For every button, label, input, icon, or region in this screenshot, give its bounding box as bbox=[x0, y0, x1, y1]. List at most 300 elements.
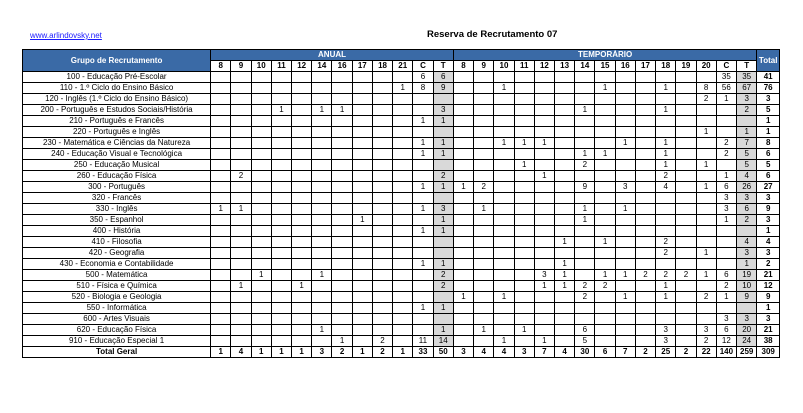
temp-cell bbox=[514, 226, 534, 237]
temp-cell: 1 bbox=[656, 105, 676, 116]
anual-col-header: 8 bbox=[211, 61, 231, 72]
anual-cell bbox=[393, 138, 413, 149]
anual-cell bbox=[271, 248, 291, 259]
anual-cell: 14 bbox=[433, 336, 453, 347]
total-header: Total bbox=[757, 50, 780, 72]
temp-cell: 3 bbox=[656, 325, 676, 336]
temp-cell: 7 bbox=[615, 347, 635, 358]
temp-cell bbox=[615, 94, 635, 105]
temp-cell bbox=[474, 237, 494, 248]
temp-cell bbox=[696, 72, 716, 83]
temp-cell bbox=[494, 226, 514, 237]
anual-cell: 2 bbox=[433, 171, 453, 182]
temp-cell bbox=[716, 127, 736, 138]
temp-cell bbox=[494, 259, 514, 270]
anual-cell bbox=[372, 83, 392, 94]
anual-col-header: 12 bbox=[292, 61, 312, 72]
temp-cell bbox=[615, 171, 635, 182]
anual-cell: 1 bbox=[393, 347, 413, 358]
anual-cell bbox=[372, 292, 392, 303]
temp-cell: 1 bbox=[716, 292, 736, 303]
anual-cell bbox=[332, 193, 352, 204]
temp-cell bbox=[494, 303, 514, 314]
group-name: Total Geral bbox=[23, 347, 211, 358]
temp-cell bbox=[474, 94, 494, 105]
anual-cell: 1 bbox=[312, 105, 332, 116]
anual-cell: 1 bbox=[292, 281, 312, 292]
table-row bbox=[23, 336, 780, 347]
temp-col-header: 15 bbox=[595, 61, 615, 72]
temp-cell bbox=[595, 94, 615, 105]
anual-cell bbox=[231, 160, 251, 171]
temp-cell bbox=[676, 193, 696, 204]
temp-cell bbox=[453, 83, 473, 94]
temp-cell bbox=[615, 83, 635, 94]
anual-cell bbox=[292, 72, 312, 83]
group-name: 100 - Educação Pré-Escolar bbox=[23, 72, 211, 83]
temp-cell bbox=[615, 105, 635, 116]
anual-cell bbox=[292, 138, 312, 149]
temp-cell bbox=[555, 171, 575, 182]
temp-cell: 56 bbox=[716, 83, 736, 94]
temp-cell bbox=[635, 325, 655, 336]
temp-cell bbox=[494, 281, 514, 292]
anual-cell bbox=[312, 149, 332, 160]
anual-cell bbox=[312, 171, 332, 182]
anual-cell bbox=[271, 160, 291, 171]
temp-cell bbox=[736, 116, 756, 127]
temp-cell bbox=[514, 72, 534, 83]
table-row bbox=[23, 127, 780, 138]
anual-cell bbox=[352, 303, 372, 314]
anual-cell: 1 bbox=[433, 226, 453, 237]
temp-cell bbox=[453, 303, 473, 314]
temp-cell bbox=[676, 259, 696, 270]
temp-cell: 1 bbox=[514, 160, 534, 171]
temporario-header: TEMPORÁRIO bbox=[453, 50, 756, 61]
group-name: 910 - Educação Especial 1 bbox=[23, 336, 211, 347]
anual-cell bbox=[292, 215, 312, 226]
temp-cell: 1 bbox=[736, 259, 756, 270]
anual-cell bbox=[352, 281, 372, 292]
table-row bbox=[23, 138, 780, 149]
temp-cell bbox=[555, 138, 575, 149]
row-total: 1 bbox=[757, 226, 780, 237]
anual-cell: 1 bbox=[413, 182, 433, 193]
temp-cell bbox=[474, 160, 494, 171]
table-row bbox=[23, 160, 780, 171]
anual-col-header: 18 bbox=[372, 61, 392, 72]
anual-cell bbox=[332, 270, 352, 281]
temp-cell bbox=[474, 259, 494, 270]
temp-cell bbox=[676, 204, 696, 215]
temp-cell bbox=[514, 204, 534, 215]
temp-cell: 2 bbox=[635, 347, 655, 358]
table-row bbox=[23, 193, 780, 204]
temp-cell bbox=[656, 314, 676, 325]
temp-cell bbox=[635, 149, 655, 160]
temp-cell bbox=[494, 127, 514, 138]
temp-cell bbox=[474, 303, 494, 314]
temp-cell bbox=[453, 270, 473, 281]
table-row bbox=[23, 215, 780, 226]
anual-cell bbox=[211, 72, 231, 83]
anual-cell bbox=[312, 160, 332, 171]
anual-cell bbox=[393, 204, 413, 215]
anual-cell bbox=[332, 171, 352, 182]
anual-cell bbox=[332, 72, 352, 83]
temp-cell bbox=[615, 336, 635, 347]
table-row bbox=[23, 259, 780, 270]
temp-cell: 7 bbox=[736, 138, 756, 149]
temp-cell bbox=[635, 204, 655, 215]
anual-cell bbox=[292, 105, 312, 116]
anual-header: ANUAL bbox=[211, 50, 454, 61]
temp-cell bbox=[453, 193, 473, 204]
anual-cell bbox=[312, 292, 332, 303]
group-name: 230 - Matemática e Ciências da Natureza bbox=[23, 138, 211, 149]
temp-col-header: 17 bbox=[635, 61, 655, 72]
anual-cell bbox=[251, 237, 271, 248]
temp-cell bbox=[595, 336, 615, 347]
temp-cell bbox=[474, 336, 494, 347]
group-name: 320 - Francês bbox=[23, 193, 211, 204]
temp-cell bbox=[696, 226, 716, 237]
temp-cell: 1 bbox=[716, 171, 736, 182]
table-row bbox=[23, 325, 780, 336]
anual-cell: 2 bbox=[372, 347, 392, 358]
temp-cell: 1 bbox=[615, 138, 635, 149]
temp-cell: 67 bbox=[736, 83, 756, 94]
temp-cell bbox=[494, 325, 514, 336]
anual-cell: 1 bbox=[393, 83, 413, 94]
anual-cell bbox=[231, 237, 251, 248]
anual-cell bbox=[211, 325, 231, 336]
anual-cell bbox=[292, 182, 312, 193]
anual-cell bbox=[251, 105, 271, 116]
temp-cell bbox=[494, 72, 514, 83]
temp-cell bbox=[514, 270, 534, 281]
anual-cell bbox=[211, 226, 231, 237]
anual-cell: 1 bbox=[332, 105, 352, 116]
anual-cell bbox=[413, 248, 433, 259]
temp-cell bbox=[595, 182, 615, 193]
table-row bbox=[23, 281, 780, 292]
row-total: 309 bbox=[757, 347, 780, 358]
anual-cell bbox=[413, 193, 433, 204]
anual-cell bbox=[231, 314, 251, 325]
anual-cell bbox=[251, 72, 271, 83]
temp-cell: 2 bbox=[676, 347, 696, 358]
temp-cell bbox=[474, 281, 494, 292]
temp-cell bbox=[635, 138, 655, 149]
temp-cell bbox=[514, 127, 534, 138]
temp-cell bbox=[696, 314, 716, 325]
temp-cell bbox=[676, 127, 696, 138]
temp-cell: 1 bbox=[575, 204, 595, 215]
anual-cell bbox=[372, 314, 392, 325]
anual-cell bbox=[231, 325, 251, 336]
anual-cell bbox=[292, 336, 312, 347]
group-name: 250 - Educação Musical bbox=[23, 160, 211, 171]
temp-cell bbox=[494, 314, 514, 325]
temp-cell bbox=[555, 325, 575, 336]
temp-cell bbox=[494, 248, 514, 259]
anual-cell bbox=[251, 193, 271, 204]
anual-cell bbox=[312, 193, 332, 204]
anual-cell bbox=[433, 160, 453, 171]
anual-cell bbox=[433, 237, 453, 248]
temp-cell bbox=[555, 248, 575, 259]
temp-cell bbox=[555, 182, 575, 193]
row-total: 5 bbox=[757, 105, 780, 116]
temp-cell bbox=[635, 94, 655, 105]
temp-cell: 6 bbox=[595, 347, 615, 358]
anual-cell: 1 bbox=[271, 347, 291, 358]
anual-cell bbox=[292, 171, 312, 182]
anual-cell bbox=[372, 215, 392, 226]
temp-cell bbox=[575, 83, 595, 94]
anual-cell bbox=[271, 127, 291, 138]
anual-cell bbox=[271, 336, 291, 347]
row-total: 5 bbox=[757, 160, 780, 171]
row-total: 6 bbox=[757, 149, 780, 160]
anual-cell bbox=[292, 325, 312, 336]
anual-cell bbox=[332, 292, 352, 303]
anual-cell bbox=[271, 303, 291, 314]
anual-cell bbox=[372, 138, 392, 149]
anual-cell bbox=[271, 138, 291, 149]
row-total: 3 bbox=[757, 248, 780, 259]
anual-cell bbox=[292, 127, 312, 138]
anual-cell: 1 bbox=[332, 336, 352, 347]
temp-cell bbox=[555, 127, 575, 138]
anual-cell bbox=[271, 314, 291, 325]
temp-cell: 3 bbox=[716, 314, 736, 325]
anual-cell bbox=[271, 72, 291, 83]
anual-cell bbox=[332, 325, 352, 336]
temp-cell bbox=[453, 94, 473, 105]
temp-cell: 3 bbox=[615, 182, 635, 193]
anual-cell bbox=[251, 215, 271, 226]
anual-cell bbox=[332, 215, 352, 226]
anual-cell bbox=[251, 171, 271, 182]
anual-cell bbox=[271, 325, 291, 336]
table-row bbox=[23, 94, 780, 105]
group-name: 500 - Matemática bbox=[23, 270, 211, 281]
temp-cell bbox=[595, 215, 615, 226]
anual-cell bbox=[211, 160, 231, 171]
anual-cell: 2 bbox=[332, 347, 352, 358]
temp-cell bbox=[615, 127, 635, 138]
temp-cell: 1 bbox=[474, 204, 494, 215]
temp-cell bbox=[595, 116, 615, 127]
temp-cell bbox=[555, 72, 575, 83]
anual-cell bbox=[372, 259, 392, 270]
temp-cell: 1 bbox=[453, 182, 473, 193]
temp-cell bbox=[595, 138, 615, 149]
anual-cell bbox=[393, 160, 413, 171]
anual-cell bbox=[332, 83, 352, 94]
anual-cell bbox=[251, 149, 271, 160]
group-name: 200 - Português e Estudos Sociais/História bbox=[23, 105, 211, 116]
temp-cell bbox=[635, 215, 655, 226]
temp-col-header: 18 bbox=[656, 61, 676, 72]
temp-cell bbox=[635, 303, 655, 314]
temp-cell: 2 bbox=[736, 215, 756, 226]
temp-cell bbox=[615, 281, 635, 292]
temp-cell bbox=[514, 237, 534, 248]
temp-cell bbox=[575, 72, 595, 83]
anual-cell bbox=[251, 138, 271, 149]
temp-cell bbox=[676, 215, 696, 226]
anual-cell: 1 bbox=[211, 204, 231, 215]
anual-cell bbox=[393, 182, 413, 193]
temp-cell bbox=[575, 259, 595, 270]
anual-cell bbox=[231, 215, 251, 226]
temp-cell: 2 bbox=[575, 292, 595, 303]
anual-cell bbox=[211, 193, 231, 204]
temp-cell bbox=[595, 303, 615, 314]
group-name: 110 - 1.º Ciclo do Ensino Básico bbox=[23, 83, 211, 94]
temp-cell bbox=[595, 325, 615, 336]
anual-cell: 1 bbox=[211, 347, 231, 358]
anual-cell bbox=[211, 83, 231, 94]
anual-cell bbox=[251, 281, 271, 292]
anual-cell bbox=[231, 116, 251, 127]
temp-cell: 9 bbox=[736, 292, 756, 303]
temp-cell: 140 bbox=[716, 347, 736, 358]
anual-cell bbox=[413, 215, 433, 226]
anual-cell bbox=[372, 248, 392, 259]
anual-cell: 1 bbox=[231, 281, 251, 292]
temp-col-header: 13 bbox=[555, 61, 575, 72]
temp-cell bbox=[453, 248, 473, 259]
temp-cell bbox=[555, 292, 575, 303]
temp-cell bbox=[676, 149, 696, 160]
anual-cell bbox=[211, 116, 231, 127]
page-title: Reserva de Recrutamento 07 bbox=[427, 29, 558, 40]
anual-cell bbox=[292, 193, 312, 204]
row-total: 9 bbox=[757, 292, 780, 303]
temp-col-header: 14 bbox=[575, 61, 595, 72]
anual-cell bbox=[413, 160, 433, 171]
anual-cell bbox=[372, 160, 392, 171]
anual-cell bbox=[231, 105, 251, 116]
anual-cell bbox=[332, 160, 352, 171]
anual-cell bbox=[251, 182, 271, 193]
anual-cell bbox=[211, 237, 231, 248]
temp-cell bbox=[494, 237, 514, 248]
temp-cell: 20 bbox=[736, 325, 756, 336]
temp-cell bbox=[595, 292, 615, 303]
temp-cell bbox=[656, 226, 676, 237]
temp-cell: 1 bbox=[716, 215, 736, 226]
anual-cell: 2 bbox=[231, 171, 251, 182]
anual-cell: 1 bbox=[433, 215, 453, 226]
temp-cell: 2 bbox=[635, 270, 655, 281]
temp-cell bbox=[696, 215, 716, 226]
temp-cell bbox=[474, 193, 494, 204]
table-row bbox=[23, 149, 780, 160]
temp-cell: 4 bbox=[474, 347, 494, 358]
temp-cell bbox=[676, 160, 696, 171]
temp-cell: 6 bbox=[716, 182, 736, 193]
temp-cell bbox=[494, 204, 514, 215]
temp-cell bbox=[656, 204, 676, 215]
temp-cell: 2 bbox=[676, 270, 696, 281]
temp-cell: 1 bbox=[716, 94, 736, 105]
temp-cell bbox=[656, 72, 676, 83]
anual-cell: 1 bbox=[312, 270, 332, 281]
temp-cell: 2 bbox=[656, 237, 676, 248]
anual-cell bbox=[312, 204, 332, 215]
anual-cell: 1 bbox=[413, 226, 433, 237]
row-total: 1 bbox=[757, 127, 780, 138]
anual-col-header: T bbox=[433, 61, 453, 72]
temp-cell: 1 bbox=[615, 292, 635, 303]
site-link[interactable]: www.arlindovsky.net bbox=[30, 31, 102, 40]
anual-cell bbox=[211, 94, 231, 105]
row-total: 8 bbox=[757, 138, 780, 149]
anual-cell bbox=[312, 72, 332, 83]
temp-cell: 1 bbox=[514, 138, 534, 149]
temp-cell: 1 bbox=[656, 292, 676, 303]
temp-cell bbox=[595, 72, 615, 83]
row-total: 38 bbox=[757, 336, 780, 347]
anual-cell bbox=[211, 149, 231, 160]
temp-cell bbox=[474, 127, 494, 138]
group-name: 430 - Economia e Contabilidade bbox=[23, 259, 211, 270]
anual-cell: 6 bbox=[413, 72, 433, 83]
anual-cell bbox=[312, 281, 332, 292]
anual-cell bbox=[393, 303, 413, 314]
temp-cell bbox=[595, 248, 615, 259]
temp-cell bbox=[555, 204, 575, 215]
anual-cell bbox=[251, 160, 271, 171]
anual-cell: 1 bbox=[433, 303, 453, 314]
temp-cell bbox=[635, 281, 655, 292]
total-row bbox=[23, 347, 780, 358]
anual-cell bbox=[251, 116, 271, 127]
temp-cell: 35 bbox=[736, 72, 756, 83]
anual-cell bbox=[332, 182, 352, 193]
temp-cell bbox=[534, 149, 554, 160]
temp-cell: 1 bbox=[555, 281, 575, 292]
temp-cell bbox=[575, 193, 595, 204]
temp-cell bbox=[453, 105, 473, 116]
anual-cell bbox=[211, 314, 231, 325]
anual-cell bbox=[372, 204, 392, 215]
anual-cell bbox=[251, 325, 271, 336]
temp-cell bbox=[534, 237, 554, 248]
anual-cell bbox=[413, 270, 433, 281]
temp-cell bbox=[615, 160, 635, 171]
temp-cell bbox=[716, 248, 736, 259]
temp-cell bbox=[696, 237, 716, 248]
anual-cell bbox=[352, 105, 372, 116]
temp-cell: 12 bbox=[716, 336, 736, 347]
anual-cell bbox=[251, 336, 271, 347]
anual-cell bbox=[413, 281, 433, 292]
temp-cell bbox=[676, 138, 696, 149]
anual-cell: 1 bbox=[413, 204, 433, 215]
temp-cell bbox=[615, 116, 635, 127]
temp-cell bbox=[575, 127, 595, 138]
temp-cell bbox=[453, 237, 473, 248]
anual-cell: 50 bbox=[433, 347, 453, 358]
table-row bbox=[23, 116, 780, 127]
